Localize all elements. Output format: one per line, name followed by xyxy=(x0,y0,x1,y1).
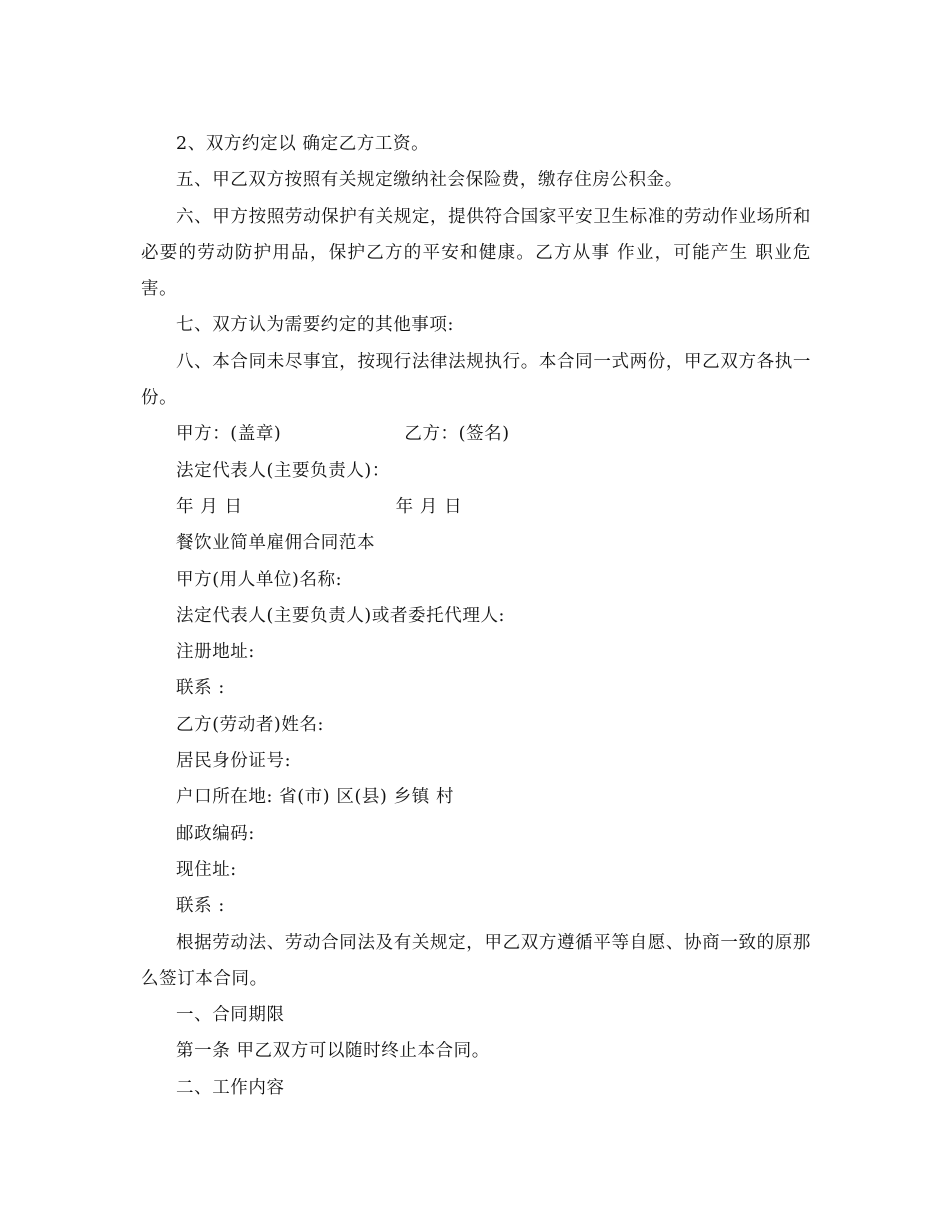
section-work-content: 二、工作内容 xyxy=(176,1077,285,1098)
legal-rep-or-agent-field: 法定代表人(主要负责人)或者委托代理人: xyxy=(176,605,506,626)
employee-name-field: 乙方(劳动者)姓名: xyxy=(176,714,325,735)
contract-preamble: 根据劳动法、劳动合同法及有关规定，甲乙双方遵循平等自愿、协商一致的原那么签订本合同。 xyxy=(141,932,811,989)
registered-address-field: 注册地址: xyxy=(176,642,255,663)
employer-contact-field: 联系 : xyxy=(176,678,225,699)
labor-protection-clause: 六、甲方按照劳动保护有关规定，提供符合国家平安卫生标准的劳动作业场所和必要的劳动防护用品，保护乙方的平安和健康。乙方从事 作业，可能产生 职业危害。 xyxy=(141,206,811,300)
id-number-field: 居民身份证号: xyxy=(176,751,292,772)
employer-name-field: 甲方(用人单位)名称: xyxy=(176,569,343,590)
section-contract-term: 一、合同期限 xyxy=(176,1005,285,1026)
legal-representative-line: 法定代表人(主要负责人)： xyxy=(176,460,390,481)
signature-row xyxy=(141,416,811,452)
household-registration-field: 户口所在地: 省(市) 区(县) 乡镇 村 xyxy=(176,787,455,808)
current-address-field: 现住址: xyxy=(176,859,237,880)
contract-title: 餐饮业简单雇佣合同范本 xyxy=(176,533,376,554)
unresolved-matters-clause: 八、本合同未尽事宜，按现行法律法规执行。本合同一式两份，甲乙双方各执一份。 xyxy=(141,351,811,409)
wage-clause: 2、双方约定以 确定乙方工资。 xyxy=(176,134,430,154)
social-insurance-clause: 五、甲乙双方按照有关规定缴纳社会保险费，缴存住房公积金。 xyxy=(176,170,683,191)
party-b-signature: 乙方：(签名) xyxy=(404,424,510,445)
article-one: 第一条 甲乙双方可以随时终止本合同。 xyxy=(176,1041,490,1062)
postal-code-field: 邮政编码: xyxy=(176,823,255,844)
date-right: 年 月 日 xyxy=(395,496,463,517)
party-a-seal: 甲方：(盖章) xyxy=(176,424,282,445)
document-body xyxy=(141,126,811,1106)
date-left: 年 月 日 xyxy=(176,496,243,517)
employee-contact-field: 联系 : xyxy=(176,896,225,917)
other-matters-clause: 七、双方认为需要约定的其他事项: xyxy=(176,315,454,336)
date-row xyxy=(141,489,811,525)
